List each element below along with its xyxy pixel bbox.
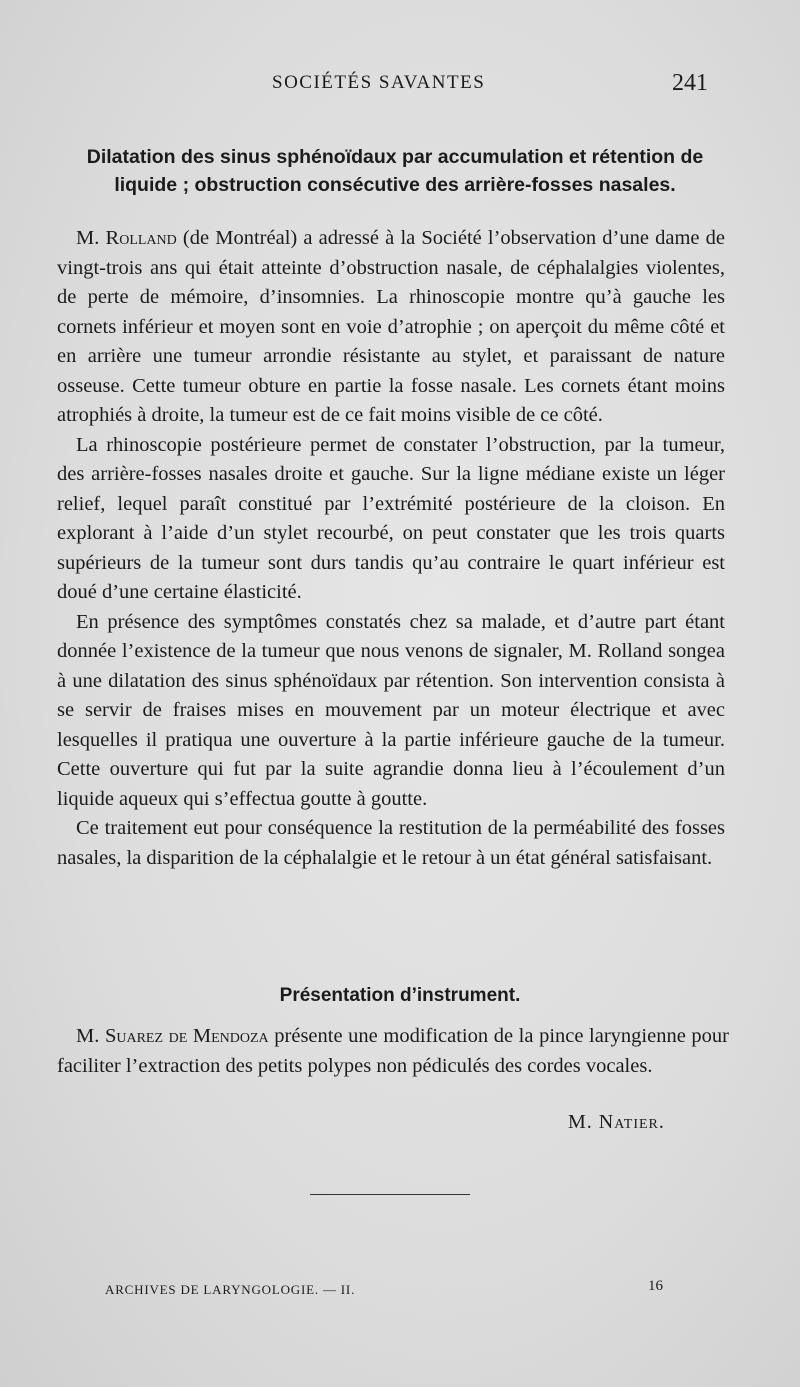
- section-title: Présentation d’instrument.: [279, 985, 521, 1006]
- footer-signature-mark: 16: [648, 1278, 663, 1294]
- paragraph-4: Ce traitement eut pour conséquence la restitution de la perméabilité des fosses nasales, la disparition de la céphalalgie et le retour à un état général satisfaisant.: [57, 817, 725, 869]
- divider-rule: [310, 1194, 470, 1195]
- paragraph-1-lead: M.: [76, 227, 100, 249]
- signature: M. Natier.: [568, 1111, 665, 1133]
- paragraph-2: La rhinoscopie postérieure permet de constater l’obstruction, par la tumeur, des arrière-fosses nasales droite et gauche. Sur la ligne médiane existe un léger relief, lequel paraît constitué par l’extrémité postérieure de la cloison. En explorant à l’aide d’un stylet recourbé, on peut constater que les trois quarts supérieurs de la tumeur sont durs tandis qu’au contraire le quart inférieur est doué d’une certaine élasticité.: [57, 433, 725, 603]
- article-body: [57, 224, 725, 873]
- section-paragraph-lead: M.: [76, 1025, 100, 1047]
- page-number: 241: [672, 70, 708, 96]
- paragraph-3: En présence des symptômes constatés chez sa malade, et d’autre part étant donnée l’existence de la tumeur que nous venons de signaler, M. Rolland songea à une dilatation des sinus sphénoïdaux par rétention. Son intervention consista à se servir de fraises mises en mouvement par un moteur électrique et avec lesquelles il pratiqua une ouverture à la partie inférieure gauche de la tumeur. Cette ouverture qui fut par la suite agrandie donna lieu à l’écoulement d’un liquide aqueux qui s’effectua goutte à goutte.: [57, 610, 725, 810]
- footer-journal: ARCHIVES DE LARYNGOLOGIE. — II.: [105, 1282, 356, 1297]
- section-paragraph: [57, 1021, 729, 1081]
- section-author-name: Suarez de Mendoza: [104, 1025, 269, 1047]
- article-title: Dilatation des sinus sphénoïdaux par accumulation et rétention de liquide ; obstruction consécutive des arrière-fosses nasales.: [86, 146, 704, 196]
- paragraph-1-text: (de Montréal) a adressé à la Société l’observation d’une dame de vingt-trois ans qui était atteinte d’obstruction nasale, de céphalalgies violentes, de perte de mémoire, d’insomnies. La rhinoscopie montre qu’à gauche les cornets inférieur et moyen sont en voie d’atrophie ; on aperçoit du même côté et en arrière une tumeur arrondie résistante au stylet, et paraissant de nature osseuse. Cette tumeur obture en partie la fosse nasale. Les cornets étant moins atrophiés à droite, la tumeur est de ce fait moins visible de ce côté.: [57, 227, 726, 426]
- running-head: SOCIÉTÉS SAVANTES: [272, 72, 486, 93]
- section-body: [57, 1021, 729, 1081]
- paragraph-1: [57, 224, 725, 431]
- author-name: Rolland: [105, 227, 177, 249]
- section-paragraph-text: présente une modification de la pince laryngienne pour faciliter l’extraction des petits polypes non pédiculés des cordes vocales.: [57, 1025, 730, 1077]
